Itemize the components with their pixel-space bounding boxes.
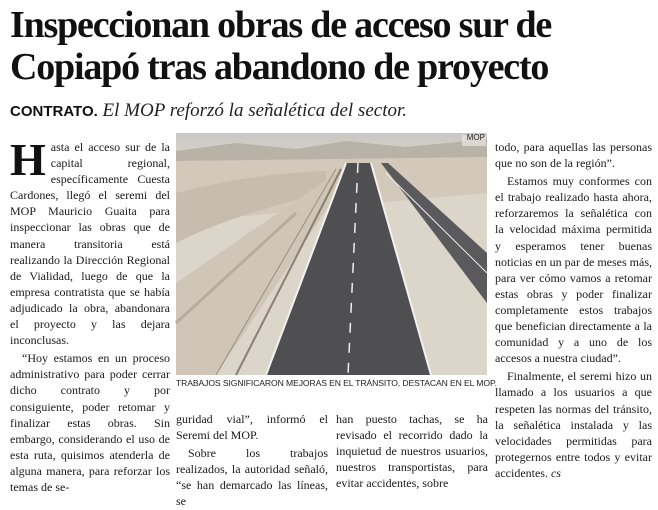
- column-1: [10, 134, 170, 495]
- body-paragraph: “Hoy estamos en un proceso administrativo para poder cerrar dicho contrato y por consiguiente, poder retomar y finalizar estas obras. Sin embargo, considerando el uso de esta ruta, quisimos atenderla de alguna manera, para reforzar los temas de se-: [10, 351, 170, 494]
- headline-line-2: Copiapó tras abandono de proyecto: [10, 46, 549, 88]
- kicker: CONTRATO.: [10, 103, 98, 120]
- road-illustration: [176, 133, 487, 375]
- column-2: [176, 411, 328, 510]
- subheadline: [10, 100, 650, 123]
- end-mark: cs: [550, 465, 561, 480]
- deck: El MOP reforzó la señalética del sector.: [102, 100, 408, 121]
- column-4: [495, 139, 652, 481]
- body-paragraph: Hasta el acceso sur de la capital regional, específicamente Cuesta Cardones, llegó el seremi del MOP Mauricio Guaita para inspeccionar las obras que de manera transitoria está realizando la Dirección Regional de Vialidad, luego de que la empresa contratista que se había adjudicado la obra, abandonara el proyecto y las dejara inconclusas.: [10, 134, 170, 348]
- photo-caption: TRABAJOS SIGNIFICARON MEJORAS EN EL TRÁNSITO, DESTACAN EN EL MOP.: [176, 378, 497, 388]
- column-3: [336, 411, 488, 491]
- headline: [10, 4, 650, 88]
- body-paragraph: todo, para aquellas las personas que no son de la región”.: [495, 140, 652, 171]
- road-photo: [176, 133, 487, 375]
- body-paragraph: Estamos muy conformes con el trabajo realizado hasta ahora, reforzaremos la señalética con la velocidad máxima permitida y esperamos tener buenas noticias en un par de meses más, para ver cómo vamos a retomar estas obras y poder finalizar completamente estos trabajos que benefician directamente a la comunidad y a uno de los accesos a nuestra ciudad”.: [495, 174, 652, 366]
- body-paragraph: Finalmente, el seremi hizo un llamado a los usuarios a que respeten las normas del tránsito, la señalética instalada y las velocidades permitidas para protegernos entre todos y evitar accidentes. cs: [495, 369, 652, 480]
- body-paragraph: han puesto tachas, se ha revisado el recorrido dado la inquietud de nuestros usuarios, nuestros transportistas, para evitar accidentes, sobre: [336, 412, 488, 491]
- body-paragraph: Sobre los trabajos realizados, la autoridad señaló, “se han demarcado las líneas, se: [176, 446, 328, 509]
- body-paragraph: guridad vial”, informó el Seremi del MOP.: [176, 412, 328, 443]
- photo-credit: MOP: [466, 133, 485, 142]
- headline-line-1: Inspeccionan obras de acceso sur de: [10, 4, 552, 46]
- drop-cap: H: [10, 134, 46, 185]
